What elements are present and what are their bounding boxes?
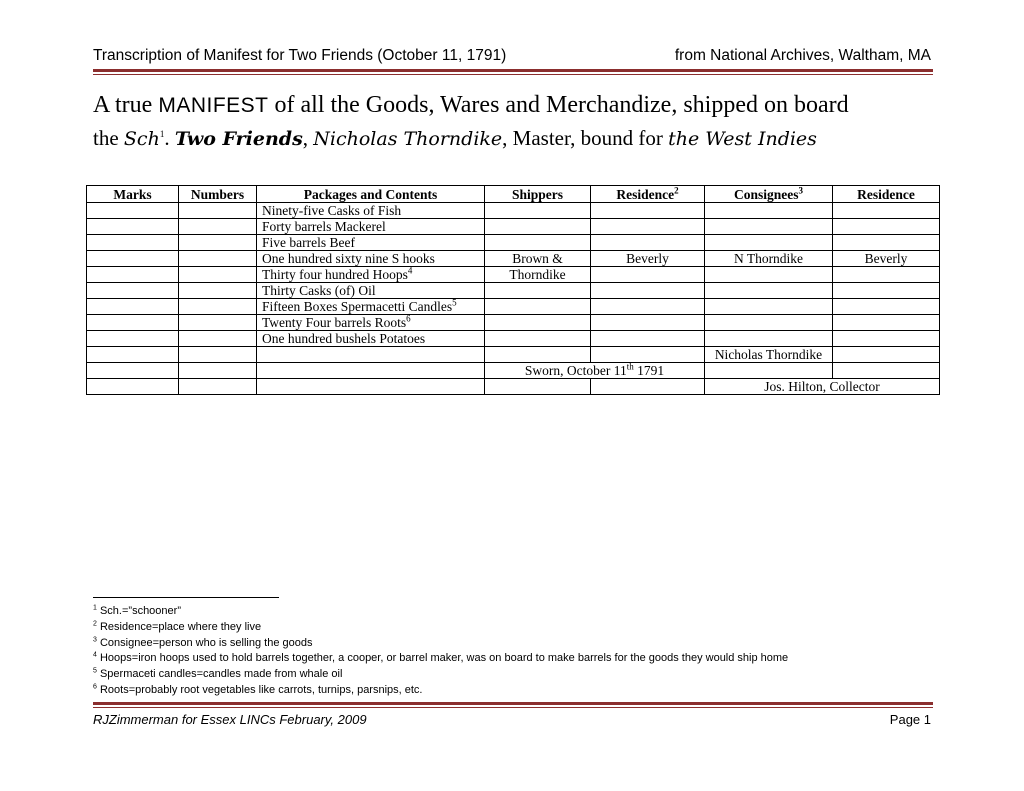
footnote-number: 3: [93, 635, 97, 643]
packages-cell: Thirty Casks (of) Oil: [257, 283, 485, 299]
title-text: .: [164, 126, 175, 150]
page-footer: [93, 712, 931, 730]
table-row: [87, 315, 940, 331]
residence-cell: Beverly: [833, 251, 940, 267]
footer-rule-thick: [93, 702, 933, 705]
footnote-ref: 4: [407, 266, 413, 276]
footnote: [93, 620, 933, 636]
footnote-ref: 6: [406, 314, 411, 324]
footnote: [93, 604, 933, 620]
manifest-title-line2: [93, 126, 817, 151]
footnotes: [93, 604, 933, 699]
header-title: Transcription of Manifest for Two Friends (October 11, 1791): [93, 47, 507, 64]
footnote-text: Consignee=person who is selling the goods: [99, 636, 313, 649]
title-text: of all the Goods, Wares and Merchandize, shipped on board: [268, 92, 849, 118]
footnote-ref: 3: [798, 185, 803, 195]
table-row: [87, 219, 940, 235]
header-rule-thick: [93, 69, 933, 72]
footnote-text: Spermaceti candles=candles made from whale oil: [99, 668, 343, 681]
footnote-number: 4: [93, 651, 97, 659]
header-source: from National Archives, Waltham, MA: [674, 47, 931, 64]
sworn-year: 1791: [633, 363, 665, 378]
col-header-shippers: Shippers: [485, 186, 591, 203]
page-header: [93, 47, 931, 69]
ship-name: Two Friends: [174, 128, 303, 150]
footer-rule-thin: [93, 707, 933, 708]
consignees-cell: N Thorndike: [705, 251, 833, 267]
consignees-cell: Nicholas Thorndike: [705, 347, 833, 363]
header-rule-thin: [93, 74, 933, 75]
col-header-residence: [591, 186, 705, 203]
table-row: [87, 379, 940, 395]
footnote-separator: [93, 597, 279, 598]
shippers-cell: Thorndike: [485, 267, 591, 283]
table-row: [87, 331, 940, 347]
destination: the West Indies: [668, 128, 817, 150]
footnote: [93, 651, 933, 667]
footnote-number: 2: [93, 620, 97, 628]
title-text: ,: [502, 126, 513, 150]
residence-cell: Beverly: [591, 251, 705, 267]
packages-cell: [257, 267, 485, 283]
footnote: [93, 683, 933, 699]
table-header-row: [87, 186, 940, 203]
packages-cell: Ninety-five Casks of Fish: [257, 203, 485, 219]
col-header-marks: Marks: [87, 186, 179, 203]
packages-cell: [257, 315, 485, 331]
title-text: the: [93, 126, 124, 150]
footnote-text: Sch.=”schooner”: [99, 605, 181, 617]
title-sch: Sch: [123, 128, 160, 150]
table-row: [87, 299, 940, 315]
shippers-cell: Brown &: [485, 251, 591, 267]
table-row: [87, 235, 940, 251]
packages-text: Fifteen Boxes Spermacetti Candles: [262, 299, 453, 314]
table-row: [87, 267, 940, 283]
footer-author: RJZimmerman for Essex LINCs February, 2009: [93, 712, 367, 727]
footnote-number: 1: [93, 604, 97, 612]
col-header-residence-label: Residence: [616, 186, 675, 202]
footnote: [93, 636, 933, 652]
packages-cell: Forty barrels Mackerel: [257, 219, 485, 235]
footnote-number: 6: [93, 683, 97, 691]
table-row: [87, 363, 940, 379]
sworn-ordinal: th: [626, 361, 634, 372]
manifest-title-line1: [93, 92, 849, 119]
table-row: [87, 251, 940, 267]
manifest-table: [86, 185, 940, 395]
table-row: [87, 203, 940, 219]
footnote-text: Roots=probably root vegetables like carrots, turnips, parsnips, etc.: [99, 683, 423, 696]
title-text: Master, bound for: [512, 126, 669, 150]
packages-text: Thirty four hundred Hoops: [262, 267, 408, 282]
packages-cell: One hundred bushels Potatoes: [257, 331, 485, 347]
footnote-text: Hoops=iron hoops used to hold barrels together, a cooper, or barrel maker, was on board to make barrels for the goods they would ship home: [99, 652, 789, 665]
col-header-residence-2: Residence: [833, 186, 940, 203]
title-text: A true: [93, 92, 159, 118]
footnote-number: 5: [93, 667, 97, 675]
col-header-numbers: Numbers: [179, 186, 257, 203]
col-header-consignees: [705, 186, 833, 203]
table-row: [87, 283, 940, 299]
packages-cell: One hundred sixty nine S hooks: [257, 251, 485, 267]
table-row: [87, 347, 940, 363]
footnote-text: Residence=place where they live: [99, 620, 262, 633]
packages-text: Twenty Four barrels Roots: [262, 315, 407, 330]
collector-cell: Jos. Hilton, Collector: [705, 379, 940, 395]
packages-cell: [257, 299, 485, 315]
footnote-ref: 5: [452, 298, 457, 308]
packages-cell: Five barrels Beef: [257, 235, 485, 251]
footnote-ref: 2: [674, 185, 679, 195]
master-name: Nicholas Thorndike: [313, 128, 503, 150]
footnote: [93, 667, 933, 683]
page-number: Page 1: [889, 712, 931, 727]
footnote-ref: 1: [159, 129, 165, 139]
title-manifest-word: MANIFEST: [158, 94, 269, 117]
col-header-packages: Packages and Contents: [257, 186, 485, 203]
title-text: ,: [302, 126, 314, 150]
sworn-text: Sworn, October 11: [524, 363, 627, 378]
col-header-consignees-label: Consignees: [733, 186, 799, 202]
sworn-cell: [485, 363, 705, 379]
